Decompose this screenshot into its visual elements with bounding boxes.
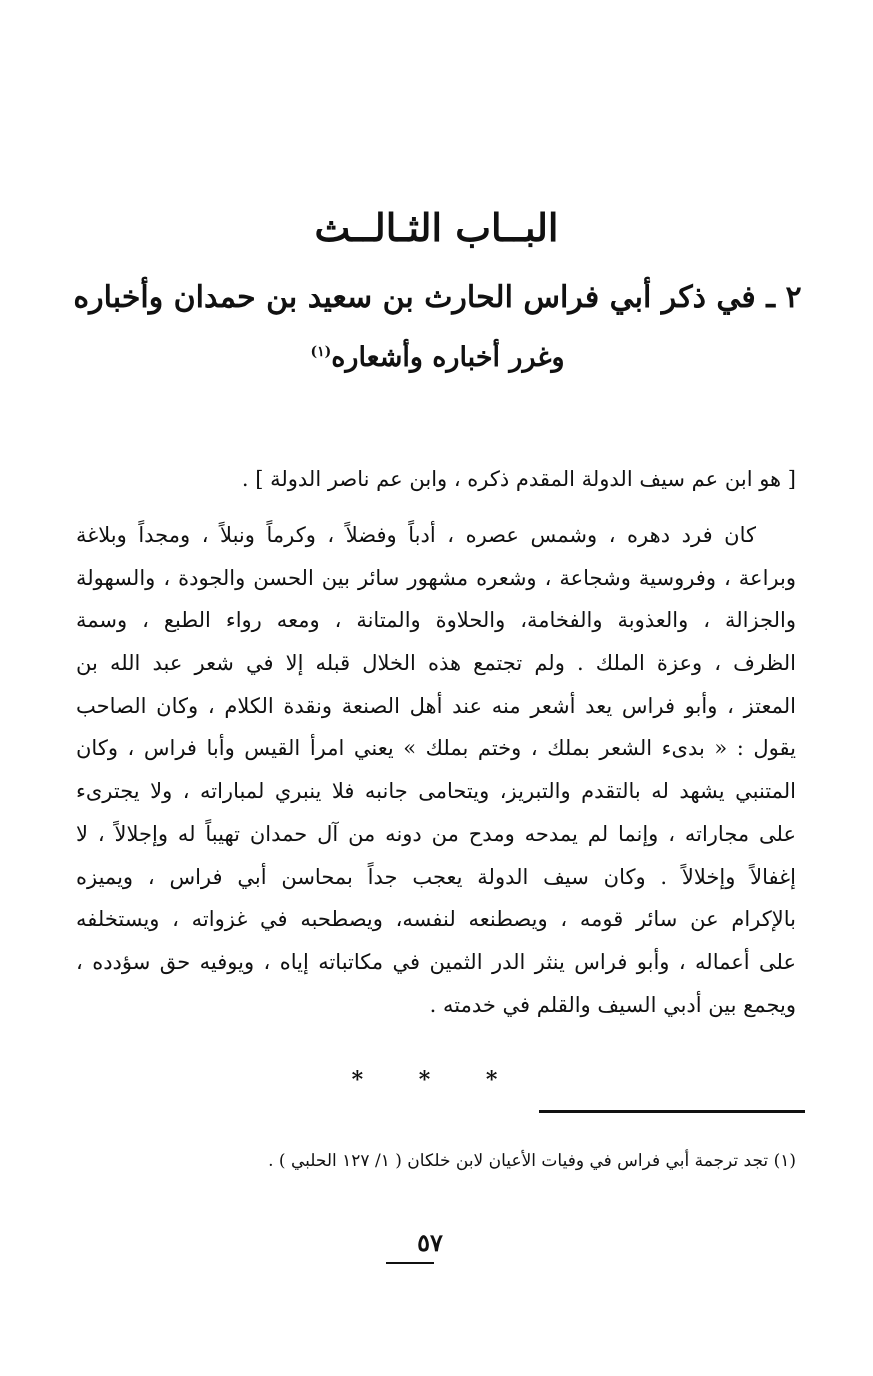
body-line: على أعماله ، وأبو فراس ينثر الدر الثمين في مكاتباته إياه ، ويوفيه حق سؤدده ، — [76, 949, 796, 974]
page-number: ٥٧ — [417, 1228, 443, 1257]
section-heading-line-1: ٢ ـ في ذكر أبي فراس الحارث بن سعيد بن حمدان وأخباره — [73, 280, 802, 315]
body-paragraph — [76, 514, 796, 1026]
body-line: الظرف ، وعزة الملك . ولم تجتمع هذه الخلال قبله إلا في شعر عبد الله بن — [76, 651, 796, 676]
footnote: (١) تجد ترجمة أبي فراس في وفيات الأعيان لابن خلكان ( ١/ ١٢٧ الحلبي ) . — [268, 1151, 796, 1171]
body-line: المتنبي يشهد له بالتقدم والتبريز، ويتحامى جانبه فلا ينبري لمباراته ، ولا يجترىء — [76, 779, 796, 804]
footnote-reference-marker: (١) — [310, 344, 332, 360]
footnote-divider — [539, 1110, 805, 1113]
section-separator: * * * — [351, 1067, 522, 1093]
body-line: يقول : « بدىء الشعر بملك ، وختم بملك » يعني امرأ القيس وأبا فراس ، وكان — [76, 736, 796, 761]
section-heading-line-2 — [60, 328, 815, 388]
intro-note: [ هو ابن عم سيف الدولة المقدم ذكره ، وابن عم ناصر الدولة ] . — [241, 467, 796, 491]
body-line: على مجاراته ، وإنما لم يمدحه ومدح من دونه من آل حمدان تهيباً له وإجلالاً ، لا — [76, 821, 796, 846]
body-line: بالإكرام عن سائر قومه ، ويصطنعه لنفسه، ويصطحبه في غزواته ، ويستخلفه — [76, 907, 796, 932]
body-line: إغفالاً وإخلالاً . وكان سيف الدولة يعجب جداً بمحاسن أبي فراس ، ويميزه — [76, 864, 796, 889]
chapter-title: البــاب الثـالــث — [314, 205, 559, 250]
body-line: وبراعة ، وفروسية وشجاعة ، وشعره مشهور سائر بين الحسن والجودة ، والسهولة — [76, 565, 796, 590]
body-line: والجزالة ، والعذوبة والفخامة، والحلاوة والمتانة ، ومعه رواء الطبع ، وسمة — [76, 608, 796, 633]
section-heading — [60, 268, 815, 388]
page-number-underline — [386, 1262, 434, 1264]
body-line: كان فرد دهره ، وشمس عصره ، أدباً وفضلاً ، وكرماً ونبلاً ، ومجداً وبلاغة — [76, 523, 756, 547]
section-heading-line-2-text: وغرر أخباره وأشعاره — [331, 342, 565, 373]
body-line: ويجمع بين أدبي السيف والقلم في خدمته . — [429, 992, 796, 1017]
body-line: المعتز ، وأبو فراس يعد أشعر منه عند أهل الصنعة ونقدة الكلام ، وكان الصاحب — [76, 693, 796, 718]
